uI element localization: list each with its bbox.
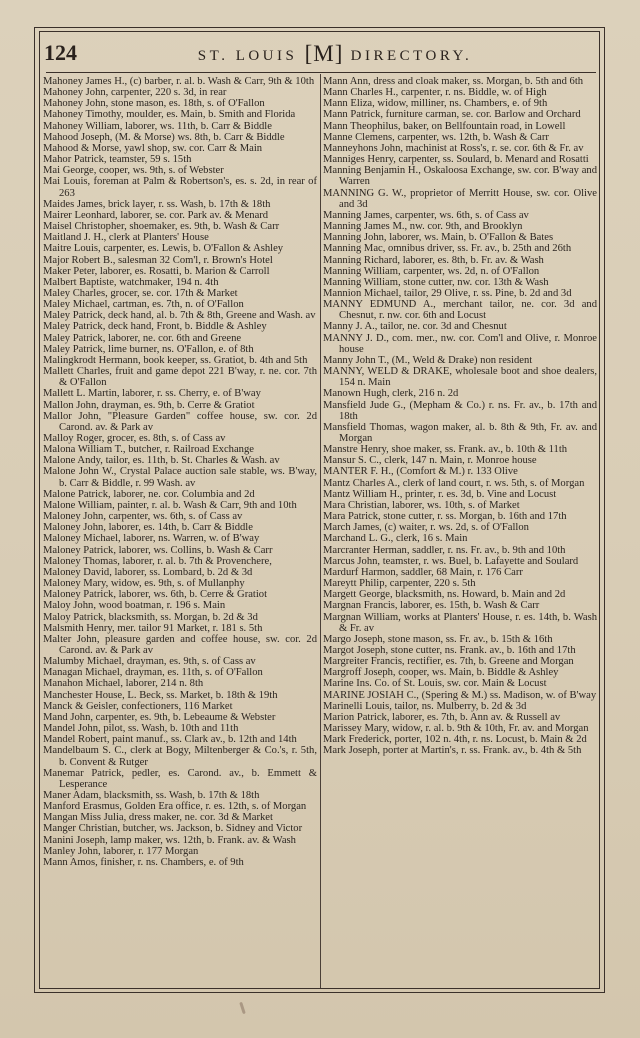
directory-entry: MARINE JOSIAH C., (Spering & M.) ss. Madison, w. of B'way: [323, 689, 597, 701]
directory-entry: Manley John, laborer, r. 177 Morgan: [43, 845, 199, 857]
running-title: [44, 40, 596, 66]
directory-entry: Malsmith Henry, mer. tailor 91 Market, r. 181 s. 5th: [43, 622, 263, 634]
directory-entry: MANNY J. D., com. mer., nw. cor. Com'l and Olive, r. Monroe house: [323, 332, 597, 355]
directory-entry: Maloney David, laborer, ss. Lombard, b. 2d & 3d: [43, 566, 253, 578]
directory-entry: Manning James, carpenter, ws. 6th, s. of Cass av: [323, 209, 529, 221]
title-suffix: DIRECTORY.: [350, 48, 473, 64]
directory-entry: Mark Frederick, porter, 102 n. 4th, r. ns. Locust, b. Main & 2d: [323, 734, 587, 746]
directory-entry: Mandelbaum S. C., clerk at Bogy, Miltenberger & Co.'s, r. 5th, b. Convent & Rutger: [43, 745, 317, 768]
directory-entry: Mahor Patrick, teamster, 59 s. 15th: [43, 154, 192, 166]
directory-entry: Mara Christian, laborer, ws. 10th, s. of Market: [323, 499, 520, 511]
directory-entry: Mannion Michael, tailor, 29 Olive, r. ss. Pine, b. 2d and 3d: [323, 287, 572, 299]
directory-entry: Maley Patrick, deck hand, Front, b. Biddle & Ashley: [43, 321, 267, 333]
directory-entry: Mand John, carpenter, es. 9th, b. Lebeaume & Webster: [43, 711, 276, 723]
directory-entry: Manger Christian, butcher, ws. Jackson, b. Sidney and Victor: [43, 823, 303, 835]
directory-entry: Malumby Michael, drayman, es. 9th, s. of Cass av: [43, 656, 256, 668]
directory-entry: Marissey Mary, widow, r. al. b. 9th & 10th, Fr. av. and Morgan: [323, 723, 589, 735]
directory-entry: Maisel Christopher, shoemaker, es. 9th, b. Wash & Carr: [43, 221, 280, 233]
directory-entry: Margreiter Francis, rectifier, es. 7th, b. Greene and Morgan: [323, 656, 574, 668]
directory-entry: Marchand L. G., clerk, 16 s. Main: [323, 533, 468, 545]
directory-entry: Mara Patrick, stone cutter, r. ss. Morgan, b. 16th and 17th: [323, 511, 567, 523]
directory-entry: Manning William, stone cutter, nw. cor. 13th & Wash: [323, 276, 549, 288]
directory-entry: Mai Louis, foreman at Palm & Robertson's, es. s. 2d, in rear of 263: [43, 176, 317, 199]
directory-entry: MANTER F. H., (Comfort & M.) r. 133 Olive: [323, 466, 518, 478]
directory-entry: Manning Mac, omnibus driver, ss. Fr. av., b. 25th and 26th: [323, 243, 572, 255]
directory-entry: Maley Patrick, laborer, ne. cor. 6th and Greene: [43, 332, 242, 344]
directory-entry: Mann Theophilus, baker, on Bellfountain road, in Lowell: [323, 120, 566, 132]
directory-entry: Marion Patrick, laborer, es. 7th, b. Ann av. & Russell av: [323, 711, 561, 723]
directory-entry: Malone Patrick, laborer, ne. cor. Columbia and 2d: [43, 488, 255, 500]
directory-entry: Mahoney John, stone mason, es. 18th, s. of O'Fallon: [43, 98, 265, 110]
directory-entry: Mann Eliza, widow, milliner, ns. Chambers, e. of 9th: [323, 98, 548, 110]
directory-entry: Manford Erasmus, Golden Era office, r. es. 12th, s. of Morgan: [43, 801, 307, 813]
directory-entry: Manck & Geisler, confectioners, 116 Market: [43, 700, 233, 712]
directory-entry: Mann Charles H., carpenter, r. ns. Biddle, w. of High: [323, 87, 547, 99]
directory-entry: Maker Peter, laborer, es. Rosatti, b. Marion & Carroll: [43, 265, 270, 277]
directory-entry: Mallett Charles, fruit and game depot 221 B'way, r. ne. cor. 7th & O'Fallon: [43, 366, 317, 389]
directory-entry: Marcranter Herman, saddler, r. ns. Fr. av., b. 9th and 10th: [323, 544, 566, 556]
directory-entry: Malingkrodt Hermann, book keeper, ss. Gratiot, b. 4th and 5th: [43, 354, 308, 366]
directory-entry: Maitland J. H., clerk at Planters' House: [43, 232, 209, 244]
directory-entry: Mairer Leonhard, laborer, se. cor. Park av. & Menard: [43, 209, 269, 221]
directory-entry: Mai George, cooper, ws. 9th, s. of Webster: [43, 165, 224, 177]
directory-entry: Marinelli Louis, tailor, ns. Mulberry, b. 2d & 3d: [323, 700, 527, 712]
directory-entry: MANNING G. W., proprietor of Merritt House, sw. cor. Olive and 3d: [323, 187, 597, 210]
directory-entry: Manemar Patrick, pedler, es. Carond. av., b. Emmett & Lesperance: [43, 767, 317, 790]
directory-entry: Margroff Joseph, cooper, ws. Main, b. Biddle & Ashley: [323, 667, 559, 679]
page-number: 124: [44, 40, 77, 65]
directory-entry: Manning James M., nw. cor. 9th, and Brooklyn: [323, 221, 523, 233]
directory-entry: Margo Joseph, stone mason, ss. Fr. av., b. 15th & 16th: [323, 633, 553, 645]
directory-entry: Mallon John, drayman, es. 9th, b. Cerre & Gratiot: [43, 399, 255, 411]
directory-entry: Margot Joseph, stone cutter, ns. Frank. av., b. 16th and 17th: [323, 644, 576, 656]
directory-entry: Mark Joseph, porter at Martin's, r. ss. Frank. av., b. 4th & 5th: [323, 745, 582, 757]
directory-entry: Maley Patrick, lime burner, ns. O'Fallon, e. of 8th: [43, 343, 254, 355]
directory-entry: Mansfield Jude G., (Mepham & Co.) r. ns. Fr. av., b. 17th and 18th: [323, 399, 597, 422]
directory-entry: Malter John, pleasure garden and coffee house, sw. cor. 2d Carond. av. & Park av: [43, 633, 317, 656]
header-rule: [46, 72, 596, 73]
directory-entry: Mantz Charles A., clerk of land court, r. ws. 5th, s. of Morgan: [323, 477, 585, 489]
directory-entry: Mahoney William, laborer, ws. 11th, b. Carr & Biddle: [43, 120, 272, 132]
directory-entry: Malloy Roger, grocer, es. 8th, s. of Cass av: [43, 433, 226, 444]
directory-entry: Manniges Henry, carpenter, ss. Soulard, b. Menard and Rosatti: [323, 154, 589, 166]
directory-entry: Major Robert B., salesman 32 Com'l, r. Brown's Hotel: [43, 254, 273, 266]
directory-entry: Maloney Patrick, laborer, ws. Collins, b. Wash & Carr: [43, 544, 273, 556]
directory-entry: Manahon Michael, laborer, 214 n. 8th: [43, 678, 204, 690]
directory-entry: Malona William T., butcher, r. Railroad Exchange: [43, 444, 254, 456]
directory-entry: Maitre Louis, carpenter, es. Lewis, b. O'Fallon & Ashley: [43, 243, 284, 255]
directory-entry: Mahoney Timothy, moulder, es. Main, b. Smith and Florida: [43, 109, 296, 121]
directory-entry: Mahood & Morse, yawl shop, sw. cor. Carr & Main: [43, 142, 263, 154]
directory-entry: Mansur S. C., clerk, 147 n. Main, r. Monroe house: [323, 455, 537, 467]
directory-entry: Maloney Mary, widow, es. 9th, s. of Mullanphy: [43, 578, 245, 590]
directory-entry: Mareytt Philip, carpenter, 220 s. 5th: [323, 578, 476, 590]
directory-entry: Manchester House, L. Beck, ss. Market, b. 18th & 19th: [43, 689, 278, 701]
directory-entry: Maloy Patrick, blacksmith, ss. Morgan, b. 2d & 3d: [43, 611, 258, 623]
title-letter: [M]: [304, 41, 344, 66]
directory-entry: Malbert Baptiste, watchmaker, 194 n. 4th: [43, 276, 219, 288]
directory-entry: Mahood Joseph, (M. & Morse) ws. 8th, b. Carr & Biddle: [43, 131, 285, 143]
directory-entry: Managan Michael, drayman, es. 11th, s. of O'Fallon: [43, 667, 263, 679]
directory-entry: Malone John W., Crystal Palace auction sale stable, ws. B'way, b. Carr & Biddle, r. 99 Wash. av: [43, 466, 317, 489]
directory-entry: Manny John T., (M., Weld & Drake) non resident: [323, 354, 533, 366]
directory-entry: MANNY EDMUND A., merchant tailor, ne. cor. 3d and Chesnut, r. nw. cor. 6th and Locust: [323, 299, 597, 322]
directory-entry: Maner Adam, blacksmith, ss. Wash, b. 17th & 18th: [43, 790, 260, 801]
directory-entry: Mandel Robert, paint manuf., ss. Clark av., b. 12th and 14th: [43, 734, 297, 746]
right-column: [323, 76, 597, 757]
directory-entry: Mandel John, pilot, ss. Wash, b. 10th and 11th: [43, 723, 239, 735]
left-column: [43, 76, 317, 868]
directory-entry: Manstre Henry, shoe maker, ss. Frank. av., b. 10th & 11th: [323, 444, 568, 456]
directory-entry: Margnan Francis, laborer, es. 15th, b. Wash & Carr: [323, 600, 540, 612]
directory-entry: Mangan Miss Julia, dress maker, ne. cor. 3d & Market: [43, 812, 273, 824]
directory-entry: Maley Charles, grocer, se. cor. 17th & Market: [43, 287, 238, 299]
directory-entry: Marine Ins. Co. of St. Louis, sw. cor. Main & Locust: [323, 678, 547, 690]
directory-entry: Maides James, brick layer, r. ss. Wash, b. 17th & 18th: [43, 198, 271, 210]
directory-entry: Manne Clemens, carpenter, ws. 12th, b. Wash & Carr: [323, 131, 549, 143]
directory-entry: Mantz William H., printer, r. es. 3d, b. Vine and Locust: [323, 488, 557, 500]
directory-entry: Manning John, laborer, ws. Main, b. O'Fallon & Bates: [323, 232, 554, 244]
column-divider: [320, 74, 321, 988]
directory-entry: Maloney Thomas, laborer, r. al. b. 7th & Provenchere,: [43, 555, 272, 567]
directory-entry: March James, (c) waiter, r. ws. 2d, s. of O'Fallon: [323, 522, 529, 534]
directory-entry: Malone William, painter, r. al. b. Wash & Carr, 9th and 10th: [43, 499, 297, 511]
directory-entry: Mallett L. Martin, laborer, r. ss. Cherry, e. of B'way: [43, 388, 261, 400]
directory-entry: Marcus John, teamster, r. ws. Buel, b. Lafayette and Soulard: [323, 555, 579, 567]
directory-entry: Mahoney John, carpenter, 220 s. 3d, in rear: [43, 87, 227, 99]
directory-entry: Manning William, carpenter, ws. 2d, n. of O'Fallon: [323, 265, 540, 277]
directory-entry: Maloney Patrick, laborer, ws. 6th, b. Cerre & Gratiot: [43, 589, 268, 601]
directory-entry: Mallor John, "Pleasure Garden" coffee house, sw. cor. 2d Carond. av. & Park av: [43, 410, 317, 433]
directory-entry: Mansfield Thomas, wagon maker, al. b. 8th & 9th, Fr. av. and Morgan: [323, 421, 597, 444]
title-prefix: ST. LOUIS: [197, 48, 298, 64]
directory-entry: Manny J. A., tailor, ne. cor. 3d and Chesnut: [323, 321, 507, 333]
directory-entry: Margett George, blacksmith, ns. Howard, b. Main and 2d: [323, 589, 566, 601]
directory-entry: Malone Andy, tailor, es. 11th, b. St. Charles & Wash. av: [43, 455, 280, 467]
directory-entry: Maley Michael, cartman, es. 7th, n. of O'Fallon: [43, 299, 244, 311]
directory-entry: Manning Richard, laborer, es. 8th, b. Fr. av. & Wash: [323, 254, 544, 266]
page-header: [44, 36, 596, 70]
directory-entry: Manneyhons John, machinist at Ross's, r. se. cor. 6th & Fr. av: [323, 142, 584, 154]
directory-entry: Maloy John, wood boatman, r. 196 s. Main: [43, 600, 226, 612]
directory-entry: Maloney John, carpenter, ws. 6th, s. of Cass av: [43, 511, 243, 523]
directory-entry: Maloney John, laborer, es. 14th, b. Carr & Biddle: [43, 522, 253, 534]
directory-entry: Maley Patrick, deck hand, al. b. 7th & 8th, Greene and Wash. av: [43, 310, 316, 322]
directory-entry: MANNY, WELD & DRAKE, wholesale boot and shoe dealers, 154 n. Main: [323, 366, 597, 389]
directory-entry: Manown Hugh, clerk, 216 n. 2d: [323, 388, 459, 400]
directory-entry: Manini Joseph, lamp maker, ws. 12th, b. Frank. av. & Wash: [43, 834, 296, 846]
directory-entry: Maloney Michael, laborer, ns. Warren, w. of B'way: [43, 533, 260, 545]
directory-entry: Mann Amos, finisher, r. ns. Chambers, e. of 9th: [43, 856, 244, 868]
directory-entry: Mahoney James H., (c) barber, r. al. b. Wash & Carr, 9th & 10th: [43, 76, 315, 87]
directory-entry: Mardurf Harmon, saddler, 68 Main, r. 176 Carr: [323, 566, 523, 578]
directory-entry: Margnan William, works at Planters' House, r. es. 14th, b. Wash & Fr. av: [323, 611, 597, 634]
directory-entry: Mann Patrick, furniture carman, se. cor. Barlow and Orchard: [323, 109, 581, 121]
directory-entry: Mann Ann, dress and cloak maker, ss. Morgan, b. 5th and 6th: [323, 76, 584, 87]
directory-entry: Manning Benjamin H., Oskaloosa Exchange, sw. cor. B'way and Warren: [323, 165, 597, 188]
